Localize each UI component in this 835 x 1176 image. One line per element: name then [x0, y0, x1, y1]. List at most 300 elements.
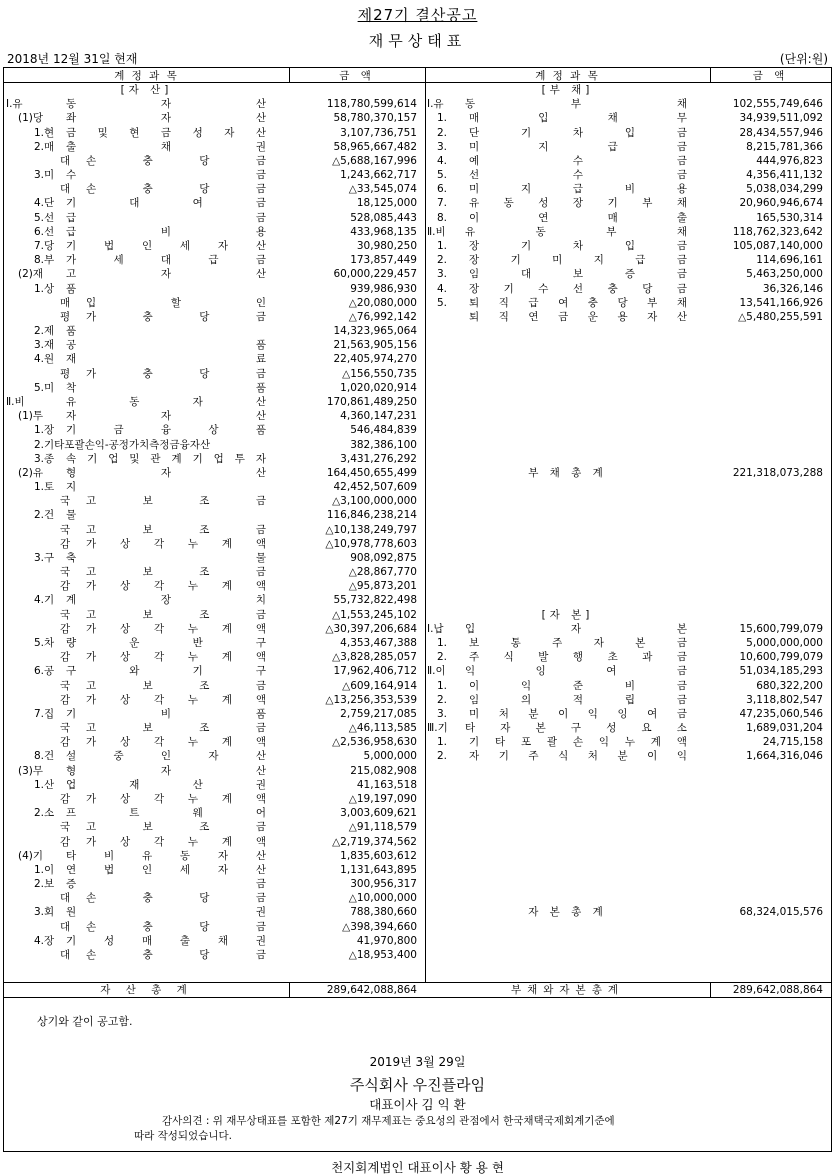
account-prefix: 감: [60, 651, 71, 664]
account-prefix: Ⅰ.유: [427, 98, 444, 111]
account-amount: 300,956,317: [350, 878, 417, 891]
account-name-char: 분: [617, 750, 628, 763]
account-name-char: 매: [141, 934, 153, 947]
right-row: [425, 111, 831, 125]
account-prefix: 2.소: [34, 807, 55, 820]
account-name-char: 미: [469, 183, 480, 196]
account-name-char: 이: [469, 679, 480, 692]
notice-title: 제27기 결산공고: [357, 6, 478, 24]
account-name-char: 누: [624, 736, 635, 749]
account-amount: 118,780,599,614: [326, 98, 417, 111]
account-name-char: 고: [66, 268, 77, 281]
account-amount: 173,857,449: [350, 254, 417, 267]
account-name-char: 장: [469, 239, 480, 252]
account-name: [86, 537, 266, 551]
account-name: [86, 622, 266, 636]
account-name-char: 계: [221, 651, 233, 664]
left-row: [4, 196, 425, 210]
account-name: [469, 707, 687, 721]
account-name-char: 권: [255, 140, 266, 153]
left-row: [4, 905, 425, 919]
account-name-char: 입: [538, 112, 549, 125]
account-amount: 14,323,965,064: [333, 325, 417, 338]
account-name-char: 립: [624, 693, 636, 706]
account-name-char: 가: [86, 693, 97, 706]
account-amount: 51,034,185,293: [739, 665, 823, 678]
account-name-char: 손: [86, 920, 97, 933]
account-name-char: 익: [676, 750, 687, 763]
account-amount: 102,555,749,646: [732, 98, 823, 111]
account-name-char: 입: [624, 126, 636, 139]
account-name-char: 충: [142, 183, 153, 196]
account-name-char: 의: [520, 693, 532, 706]
account-name-char: 기: [498, 750, 509, 763]
account-amount: 18,125,000: [356, 197, 417, 210]
account-amount: 36,326,146: [762, 282, 823, 295]
account-prefix: 1.토: [34, 481, 55, 494]
account-name-char: 수: [572, 169, 584, 182]
left-row: [4, 537, 425, 551]
account-name-char: 통: [510, 637, 521, 650]
account-name-char: 급: [607, 140, 618, 153]
account-name-char: 자: [160, 410, 172, 423]
left-row: [4, 792, 425, 806]
account-name-char: 소: [676, 722, 687, 735]
right-row: [425, 267, 831, 281]
account-name-char: 익: [587, 707, 598, 720]
account-name-char: 계: [221, 693, 233, 706]
account-name: [86, 721, 266, 735]
account-name-char: 출: [676, 211, 687, 224]
account-name-char: 누: [187, 580, 199, 593]
account-name-char: 임: [469, 693, 480, 706]
account-name-char: 상: [119, 736, 131, 749]
left-row: [4, 622, 425, 636]
left-row: [4, 225, 425, 239]
account-name-char: 당: [199, 948, 210, 961]
account-name: [86, 310, 266, 324]
account-name-char: 자: [217, 239, 229, 252]
account-amount: 47,235,060,546: [739, 707, 823, 720]
account-name-char: 운: [129, 637, 140, 650]
account-name-char: 충: [587, 296, 598, 309]
account-name-char: 산: [676, 310, 687, 323]
account-name-char: 용: [676, 183, 687, 196]
account-prefix: 4.장: [34, 934, 55, 947]
account-name-char: 지: [66, 481, 77, 494]
account-name-char: 업: [108, 452, 119, 465]
right-row: [425, 196, 831, 210]
account-name-char: 가: [66, 254, 77, 267]
account-amount: 2,759,217,085: [340, 707, 417, 720]
left-row: [4, 608, 425, 622]
left-row: [4, 707, 425, 721]
account-prefix: 1.상: [34, 282, 55, 295]
account-prefix: 국: [60, 495, 71, 508]
account-prefix: 1.이: [34, 863, 55, 876]
account-name-char: 기: [87, 452, 98, 465]
account-name-char: 액: [255, 580, 266, 593]
account-name-char: 트: [129, 807, 140, 820]
account-name-char: 급: [635, 254, 646, 267]
account-amount: △5,480,255,591: [738, 310, 823, 323]
account-name: [86, 579, 266, 593]
account-name-char: 누: [187, 835, 199, 848]
left-row: [4, 296, 425, 310]
account-name-char: 산: [255, 410, 266, 423]
right-row: [425, 126, 831, 140]
account-amount: 1,020,020,914: [340, 381, 417, 394]
account-prefix: 6.선: [34, 225, 55, 238]
account-amount: 1,689,031,204: [746, 722, 823, 735]
account-name-char: 각: [153, 580, 165, 593]
account-name-char: 비: [160, 707, 172, 720]
account-name-char: 채: [160, 140, 172, 153]
account-prefix: 1.산: [34, 778, 55, 791]
account-name-char: 차: [572, 239, 584, 252]
account-name: [469, 650, 687, 664]
account-name-char: 기: [469, 736, 480, 749]
account-prefix: 4.: [437, 282, 448, 295]
account-name-char: 고: [86, 566, 97, 579]
account-amount: △13,256,353,539: [325, 693, 417, 706]
right-row: [425, 664, 831, 678]
account-prefix: 2.: [437, 750, 448, 763]
account-name: [469, 182, 687, 196]
account-name-char: 금: [255, 821, 266, 834]
account-name-char: 금: [160, 126, 172, 139]
left-row: [4, 565, 425, 579]
account-name-char: 용: [255, 225, 266, 238]
account-name-char: 금: [676, 239, 687, 252]
account-amount: 444,976,823: [756, 154, 823, 167]
audit-opinion-line: 감사의견 : 위 재무상태표를 포함한 제27기 재무제표는 중요성의 관점에서 한국채택국제회계기준에: [162, 1115, 615, 1127]
account-name-char: 기: [66, 934, 77, 947]
left-row: [4, 395, 425, 409]
account-name-char: 자: [192, 395, 203, 408]
account-name-char: 품: [255, 424, 266, 437]
account-name-char: 재: [66, 353, 77, 366]
left-row: [4, 352, 425, 366]
account-name-char: 누: [187, 736, 199, 749]
account-name-char: 증: [624, 268, 636, 281]
account-name-char: 장: [469, 254, 480, 267]
account-name-char: 충: [142, 948, 153, 961]
account-name-char: 충: [142, 892, 153, 905]
account-name-char: 금: [676, 282, 687, 295]
account-prefix: 2.: [437, 693, 448, 706]
account-name-char: 타: [494, 736, 506, 749]
account-name: [66, 707, 266, 721]
account-name-char: 당: [199, 310, 210, 323]
account-name-char: 상: [119, 835, 131, 848]
left-row: [4, 310, 425, 324]
right-row: [425, 749, 831, 763]
account-name-char: 보: [142, 821, 153, 834]
left-row: [4, 480, 425, 494]
account-name-char: 가: [86, 367, 97, 380]
account-prefix: 대: [60, 892, 71, 905]
account-name: [469, 296, 687, 310]
account-name-char: 괄: [546, 736, 558, 749]
account-prefix: 8.: [437, 211, 448, 224]
account-prefix: Ⅰ.납: [427, 622, 444, 635]
account-name-char: 여: [558, 296, 569, 309]
account-name-char: 투: [234, 452, 245, 465]
account-name-char: 구: [570, 722, 582, 735]
account-name-char: 유: [66, 395, 77, 408]
account-name-char: 매: [469, 112, 480, 125]
account-name: [86, 948, 266, 962]
account-name-char: 급: [528, 296, 539, 309]
total-assets-amount: 289,642,088,864: [326, 984, 417, 996]
account-prefix: (2)유: [18, 466, 44, 479]
account-name-char: 미: [469, 707, 480, 720]
account-prefix: 7.집: [34, 707, 55, 720]
account-name-char: 동: [179, 849, 191, 862]
account-name-char: 용: [617, 310, 628, 323]
account-amount: 60,000,229,457: [333, 268, 417, 281]
account-prefix: 2.기타포괄손익-공정가치측정금융자산: [34, 438, 211, 451]
section-label: [부 채]: [541, 84, 594, 96]
account-name-char: 보: [142, 722, 153, 735]
left-row: [4, 650, 425, 664]
account-name-char: 보: [572, 268, 584, 281]
account-name: [86, 296, 266, 310]
account-name-char: 자: [500, 722, 511, 735]
account-name-char: 당: [199, 183, 210, 196]
left-row: [4, 381, 425, 395]
account-amount: 4,356,411,132: [746, 169, 823, 182]
account-prefix: 감: [60, 622, 71, 635]
account-name-char: 자: [469, 750, 480, 763]
account-name-char: 유: [141, 849, 153, 862]
account-name-char: 동: [465, 98, 476, 111]
account-prefix: 대: [60, 154, 71, 167]
account-name-char: 급: [66, 211, 77, 224]
left-row: [4, 948, 425, 962]
account-amount: △20,080,000: [348, 296, 417, 309]
account-amount: 15,600,799,079: [739, 622, 823, 635]
account-name-char: 본: [635, 637, 646, 650]
account-name-char: 여: [606, 665, 617, 678]
account-name-char: 증: [66, 878, 77, 891]
account-name: [86, 608, 266, 622]
account-name-char: 구: [255, 665, 266, 678]
account-name-char: 고: [86, 523, 97, 536]
account-prefix: 1.: [437, 637, 448, 650]
account-prefix: 3.회: [34, 906, 55, 919]
left-row: [4, 664, 425, 678]
account-name-char: 각: [153, 622, 165, 635]
account-name-char: 금: [255, 211, 266, 224]
assets-header: [4, 68, 425, 83]
account-name-char: 직: [498, 296, 509, 309]
account-name-char: 착: [66, 381, 77, 394]
account-name-char: 장: [469, 282, 480, 295]
account-amount: △10,978,778,603: [325, 537, 417, 550]
account-name-char: 기: [607, 197, 618, 210]
account-name: [465, 622, 687, 636]
account-name: [469, 679, 687, 693]
account-amount: 68,324,015,576: [739, 906, 823, 919]
account-name-char: 금: [255, 183, 266, 196]
account-name: [66, 140, 266, 154]
account-name-char: 융: [160, 424, 172, 437]
account-prefix: 4.단: [34, 197, 55, 210]
account-name: [86, 494, 266, 508]
account-name-char: 고: [86, 608, 97, 621]
account-name-char: 상: [119, 580, 131, 593]
account-name-char: 익: [520, 679, 532, 692]
account-prefix: 8.부: [34, 254, 55, 267]
account-name-char: 금: [255, 608, 266, 621]
account-name-char: 설: [66, 750, 77, 763]
account-name-char: 비: [160, 225, 172, 238]
account-amount: 20,960,946,674: [739, 197, 823, 210]
left-row: [4, 211, 425, 225]
right-row: [425, 168, 831, 182]
section-label: [자 본]: [541, 608, 594, 621]
account-prefix: (1)당: [18, 112, 44, 125]
left-row: [4, 934, 425, 948]
account-name-char: 조: [199, 608, 210, 621]
account-name: [66, 381, 266, 395]
account-amount: △1,553,245,102: [332, 608, 417, 621]
account-name-char: 수: [66, 169, 77, 182]
account-prefix: 감: [60, 736, 71, 749]
account-name-char: 계: [66, 594, 77, 607]
left-row: [4, 806, 425, 820]
account-name-char: 출: [179, 934, 191, 947]
account-name-char: 초: [607, 651, 618, 664]
account-name-char: 단: [469, 126, 480, 139]
account-prefix: 2.제: [34, 325, 55, 338]
section-label: 자 본 총 계: [528, 906, 607, 919]
account-amount: 1,243,662,717: [340, 169, 417, 182]
account-name-char: 가: [86, 736, 97, 749]
account-name-char: 조: [199, 566, 210, 579]
left-row: [4, 849, 425, 863]
account-name-char: 부: [606, 225, 617, 238]
account-name-char: 프: [66, 807, 77, 820]
left-row: [4, 154, 425, 168]
account-prefix: 대: [60, 948, 71, 961]
account-name-char: 고: [86, 821, 97, 834]
account-name-char: 품: [255, 707, 266, 720]
account-name-char: 지: [593, 254, 604, 267]
right-row: [425, 296, 831, 310]
right-row: [425, 622, 831, 636]
account-name-char: 상: [208, 424, 219, 437]
account-prefix: 국: [60, 679, 71, 692]
account-name: [465, 97, 687, 111]
account-name-char: 공: [66, 339, 77, 352]
account-name: [66, 324, 266, 338]
account-name-char: 손: [86, 892, 97, 905]
account-name-char: 금: [255, 197, 266, 210]
account-amount: 55,732,822,498: [333, 594, 417, 607]
amount-header: 금 액: [339, 70, 375, 82]
right-row: [425, 83, 831, 97]
account-amount: 17,962,406,712: [333, 665, 417, 678]
account-name: [469, 253, 687, 267]
account-name-char: 권: [255, 934, 266, 947]
account-name-char: 조: [199, 523, 210, 536]
account-prefix: 국: [60, 821, 71, 834]
account-name-char: 기: [192, 665, 203, 678]
account-name-char: 금: [676, 637, 687, 650]
account-name-char: 동: [129, 395, 140, 408]
account-name-char: 타: [465, 722, 476, 735]
account-name-char: 품: [66, 325, 77, 338]
account-name-char: 및: [129, 452, 140, 465]
account-prefix: 1.현: [34, 126, 55, 139]
account-name: [66, 282, 266, 296]
notice-date: 2019년 3월 29일: [369, 1055, 466, 1069]
account-name-char: 고: [86, 722, 97, 735]
account-name-char: 보: [142, 495, 153, 508]
account-name-char: 급: [66, 225, 77, 238]
account-name-char: 금: [676, 268, 687, 281]
account-name-char: 채: [676, 197, 687, 210]
account-name-char: 무: [676, 112, 687, 125]
left-row: [4, 523, 425, 537]
account-name: [469, 154, 687, 168]
notice-text: 상기와 같이 공고함.: [37, 1015, 133, 1028]
account-prefix: 4.원: [34, 353, 55, 366]
left-row: [4, 324, 425, 338]
account-name-char: 준: [572, 679, 584, 692]
account-name-char: 주: [552, 637, 563, 650]
account-name-char: 연: [538, 211, 549, 224]
account-prefix: Ⅱ.비: [427, 225, 446, 238]
account-name-char: 구: [255, 637, 266, 650]
account-prefix: 3.: [437, 707, 448, 720]
account-name: [86, 693, 266, 707]
account-prefix: 3.재: [34, 339, 55, 352]
account-amount: 546,484,839: [350, 424, 417, 437]
account-amount: △398,394,660: [342, 920, 417, 933]
account-name-char: 임: [469, 268, 480, 281]
account-name-char: 요: [641, 722, 652, 735]
account-prefix: 3.종: [34, 452, 55, 465]
account-name-char: 상: [119, 793, 131, 805]
account-name: [66, 126, 266, 140]
left-row: [4, 466, 425, 480]
account-amount: 22,405,974,270: [333, 353, 417, 366]
account-name-char: 자: [160, 112, 172, 125]
account-name-char: 액: [255, 693, 266, 706]
account-amount: 908,092,875: [350, 551, 417, 564]
account-amount: △33,545,074: [348, 183, 417, 196]
account-prefix: Ⅰ.유: [6, 98, 23, 111]
account-name-char: 성: [103, 934, 115, 947]
account-amount: 105,087,140,000: [732, 239, 823, 252]
account-name-char: 자: [647, 310, 658, 323]
account-name: [465, 225, 687, 239]
account-prefix: 3.: [437, 140, 448, 153]
account-name-char: 자: [160, 764, 172, 777]
account-name: [86, 735, 266, 749]
account-name-char: 보: [142, 523, 153, 536]
account-name: [66, 480, 266, 494]
account-name-char: 급: [572, 183, 584, 196]
account-name-char: 상: [119, 693, 131, 706]
left-row: [4, 168, 425, 182]
account-name-char: 포: [520, 736, 532, 749]
section-label: [자 산]: [120, 84, 173, 96]
